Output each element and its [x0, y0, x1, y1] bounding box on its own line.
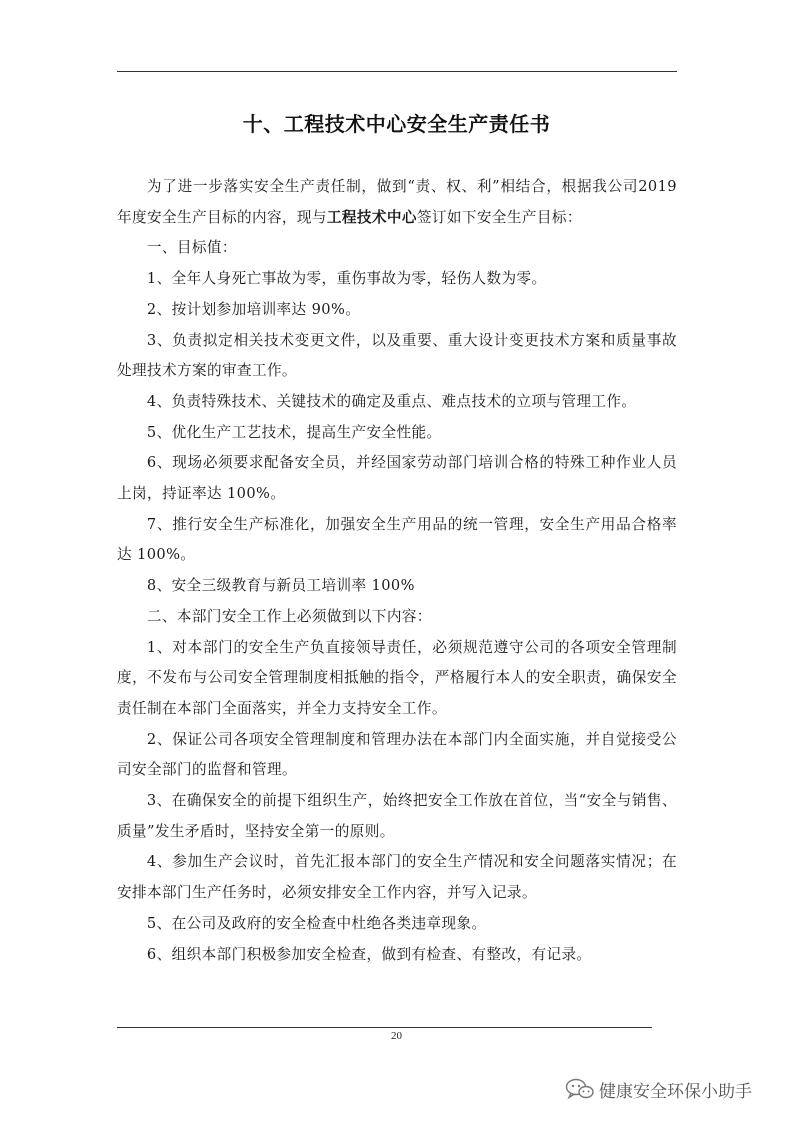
- document-body: [117, 172, 677, 970]
- document-title: 十、工程技术中心安全生产责任书: [242, 112, 551, 136]
- intro-paragraph: [117, 172, 677, 233]
- target-item: 4、负责特殊技术、关键技术的确定及重点、难点技术的立项与管理工作。: [146, 392, 637, 410]
- footer-rule: [117, 1027, 652, 1028]
- watermark-text: 健康安全环保小助手: [599, 1081, 752, 1102]
- duty-item: 3、在确保安全的前提下组织生产，始终把安全工作放在首位，当“安全与销售、质量”发生矛盾时，坚持安全第一的原则。: [117, 792, 677, 840]
- duty-item: 2、保证公司各项安全管理制度和管理办法在本部门内全面实施，并自觉接受公司安全部门的监督和管理。: [117, 730, 677, 779]
- section-heading-targets: 一、目标值：: [146, 239, 237, 257]
- duty-item: 6、组织本部门积极参加安全检查，做到有检查、有整改，有记录。: [146, 945, 592, 963]
- target-item: 1、全年人身死亡事故为零，重伤事故为零，轻伤人数为零。: [146, 270, 547, 288]
- duty-item: 4、参加生产会议时，首先汇报本部门的安全生产情况和安全问题落实情况；在安排本部门生产任务时，必须安排安全工作内容，并写入记录。: [117, 853, 677, 902]
- target-item: 8、安全三级教育与新员工培训率 100%: [146, 577, 415, 595]
- intro-text-post: 签订如下安全生产目标：: [416, 208, 582, 226]
- target-item: 7、推行安全生产标准化，加强安全生产用品的统一管理，安全生产用品合格率达 100%。: [117, 515, 677, 564]
- target-item: 2、按计划参加培训率达 90%。: [146, 300, 361, 318]
- duty-item: 1、对本部门的安全生产负直接领导责任，必须规范遵守公司的各项安全管理制度，不发布与公司安全管理制度相抵触的指令，严格履行本人的安全职责，确保安全责任制在本部门全面落实，并全力支持安全工作。: [117, 638, 677, 717]
- header-rule: [117, 71, 677, 72]
- duty-item: 5、在公司及政府的安全检查中杜绝各类违章现象。: [146, 914, 487, 932]
- page-number: 20: [391, 1030, 402, 1042]
- target-item: 5、优化生产工艺技术，提高生产安全性能。: [146, 423, 442, 441]
- wechat-icon: [565, 1077, 595, 1101]
- watermark: [565, 1074, 752, 1104]
- target-item: 3、负责拟定相关技术变更文件，以及重要、重大设计变更技术方案和质量事故处理技术方案的审查工作。: [117, 331, 677, 380]
- section-heading-duties: 二、本部门安全工作上必须做到以下内容：: [146, 607, 432, 625]
- department-name: 工程技术中心: [326, 208, 417, 226]
- target-item: 6、现场必须要求配备安全员，并经国家劳动部门培训合格的特殊工种作业人员上岗，持证率达 100%。: [117, 454, 677, 503]
- intro-text-pre: 为了进一步落实安全生产责任制，做到“责、权、利”相结合，根据我公司2019年度安全生产目标的内容，现与: [117, 178, 677, 226]
